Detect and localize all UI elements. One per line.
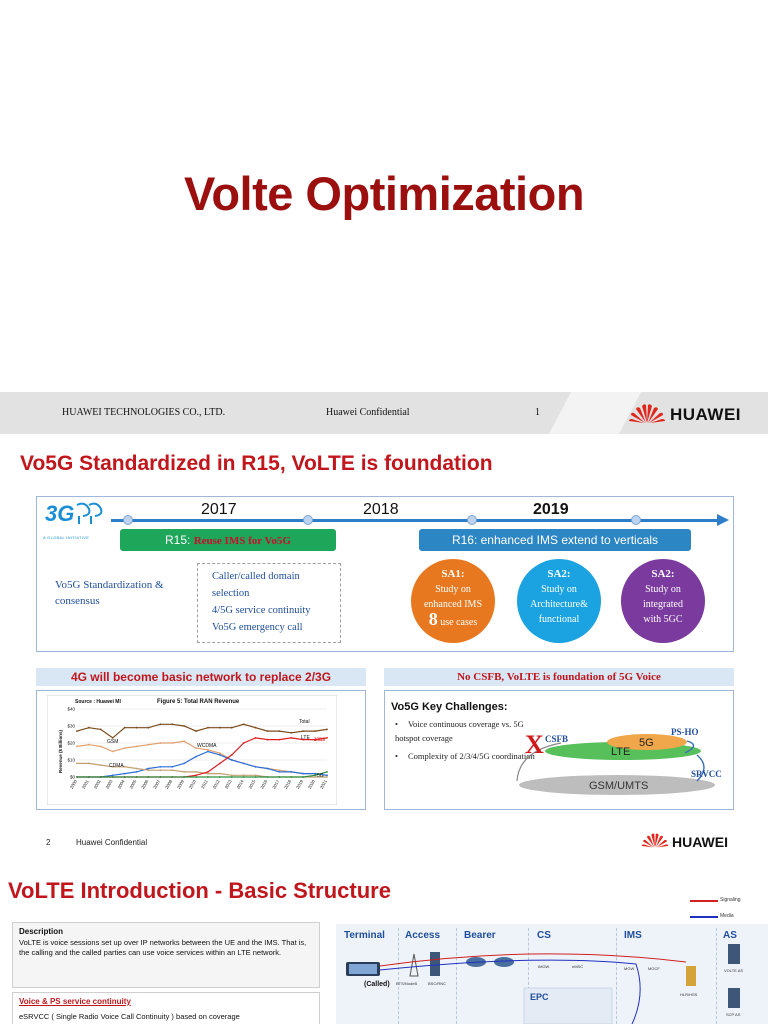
data-point-wcdma: [148, 768, 150, 770]
vo5g-challenges-panel: [384, 690, 734, 810]
data-point-total: [267, 730, 269, 732]
data-point-wcdma: [183, 763, 185, 765]
description-title: Description: [19, 927, 64, 936]
data-point-lte: [219, 763, 221, 765]
chart-xtick-label: 2021: [318, 779, 328, 790]
legend-media: Media: [720, 913, 734, 919]
r15-description: Reuse IMS for Vo5G: [193, 535, 291, 547]
data-point-wcdma: [207, 751, 209, 753]
data-point-cdma: [136, 768, 138, 770]
chart-source-text: Source : Huawei MI: [75, 699, 121, 705]
caller-feature: Vo5G emergency call: [212, 622, 303, 633]
footer-company: HUAWEI TECHNOLOGIES CO., LTD.: [62, 407, 226, 418]
data-point-total: [159, 723, 161, 725]
column-as: AS: [723, 930, 737, 941]
sa-line: functional: [538, 614, 580, 625]
data-point-gsm: [207, 749, 209, 751]
chart-ylabel: Revenue ($ Billions): [58, 729, 63, 773]
column-cs: CS: [537, 930, 551, 941]
timeline-dot: [123, 515, 133, 525]
footer-brand: HUAWEI: [672, 834, 728, 850]
legend-signaling: Signaling: [720, 897, 741, 903]
3gpp-logo-subtitle: A GLOBAL INITIATIVE: [43, 535, 90, 540]
sa1-circle: [411, 559, 495, 643]
node-imgw: IMGW: [538, 964, 550, 969]
data-point-5g: [159, 776, 161, 778]
data-point-gsm: [148, 744, 150, 746]
chart-xtick-label: 2006: [140, 779, 150, 790]
chart-ytick-label: $10: [67, 757, 75, 763]
data-point-cdma: [231, 774, 233, 776]
left-panel-header: 4G will become basic network to replace 2/3G: [36, 668, 366, 686]
data-point-5g: [255, 776, 257, 778]
data-point-5g: [219, 776, 221, 778]
data-point-lte: [267, 739, 269, 741]
sa-title: SA2:: [651, 568, 675, 580]
chart-xtick-label: 2002: [92, 779, 102, 790]
label-cdma: CDMA: [109, 763, 124, 769]
data-point-5g: [183, 776, 185, 778]
data-point-total: [207, 727, 209, 729]
label-gsm: GSM: [107, 739, 119, 745]
data-point-5g: [76, 776, 78, 778]
data-point-wcdma: [326, 774, 328, 776]
data-point-total: [326, 729, 328, 731]
bullet: •: [395, 719, 398, 729]
label-5g: 5G: [317, 773, 324, 779]
description-box: [12, 922, 320, 988]
data-point-gsm: [100, 746, 102, 748]
data-point-5g: [314, 774, 316, 776]
data-point-total: [171, 723, 173, 725]
architecture-network-svg: [336, 924, 768, 1024]
data-point-5g: [195, 776, 197, 778]
data-point-5g: [278, 776, 280, 778]
data-point-total: [255, 727, 257, 729]
data-point-wcdma: [136, 771, 138, 773]
huawei-logo-icon: [641, 831, 669, 849]
data-point-5g: [171, 776, 173, 778]
chart-xtick-label: 2000: [68, 779, 78, 790]
chart-ytick-label: $0: [69, 774, 75, 780]
data-point-5g: [267, 776, 269, 778]
network-layers-diagram: [385, 691, 735, 811]
chart-xtick-label: 2011: [199, 779, 209, 790]
data-point-cdma: [326, 776, 328, 778]
data-point-wcdma: [267, 768, 269, 770]
voice-continuity-text: eSRVCC ( Single Radio Voice Call Continuity ) based on coverage: [19, 1012, 240, 1021]
data-point-total: [219, 727, 221, 729]
timeline-dot: [467, 515, 477, 525]
chart-xtick-label: 2010: [187, 779, 197, 790]
scp-as-icon: [728, 988, 740, 1008]
voice-continuity-box: [12, 992, 320, 1024]
sa-line: Study on: [645, 584, 681, 595]
footer-page-number: 2: [46, 838, 51, 847]
data-point-cdma: [243, 774, 245, 776]
sa-line: Study on: [435, 584, 471, 595]
column-ims: IMS: [624, 930, 642, 941]
srvcc-label: SRVCC: [691, 769, 722, 779]
label-wcdma: WCDMA: [197, 743, 217, 749]
node-hlr-hss: HLR/HSS: [680, 992, 698, 997]
year-2019: 2019: [533, 501, 569, 518]
huawei-logo-icon: [628, 402, 666, 424]
data-point-total: [302, 730, 304, 732]
data-point-total: [183, 725, 185, 727]
data-point-lte: [290, 737, 292, 739]
data-point-5g: [326, 771, 328, 773]
column-terminal: Terminal: [344, 930, 385, 941]
data-point-gsm: [219, 752, 221, 754]
data-point-cdma: [255, 774, 257, 776]
node-scp-as: SCP AS: [726, 1012, 741, 1017]
data-point-gsm: [112, 751, 114, 753]
standardization-text: Vo5G Standardization & consensus: [55, 579, 164, 607]
chart-xtick-label: 2015: [247, 779, 257, 790]
chart-xtick-label: 2007: [152, 779, 162, 790]
sa2-circle: [517, 559, 601, 643]
label-total: Total: [299, 719, 310, 725]
data-point-cdma: [219, 773, 221, 775]
sa-title: SA1:: [441, 568, 465, 580]
data-point-wcdma: [231, 759, 233, 761]
chart-xtick-label: 2016: [259, 779, 269, 790]
data-point-5g: [207, 776, 209, 778]
data-point-5g: [231, 776, 233, 778]
chart-xtick-label: 2004: [116, 779, 126, 790]
data-point-5g: [88, 776, 90, 778]
volte-as-icon: [728, 944, 740, 964]
data-point-cdma: [195, 771, 197, 773]
data-point-total: [124, 727, 126, 729]
caller-feature: 4/5G service continuity: [212, 605, 311, 616]
data-point-5g: [100, 776, 102, 778]
diagram-lte-label: LTE: [611, 746, 631, 758]
data-point-wcdma: [314, 773, 316, 775]
slide-2: [0, 434, 768, 858]
node-bts: BTS/NodeB: [396, 981, 418, 986]
data-point-cdma: [314, 776, 316, 778]
data-point-lte: [326, 737, 328, 739]
data-point-wcdma: [243, 763, 245, 765]
chart-xtick-label: 2005: [128, 779, 138, 790]
csfb-cross-icon: X: [525, 730, 544, 759]
sa-tail: use cases: [437, 617, 478, 628]
data-point-cdma: [124, 766, 126, 768]
data-point-total: [195, 730, 197, 732]
chart-xtick-label: 2008: [164, 779, 174, 790]
chart-xtick-label: 2017: [271, 779, 281, 790]
data-point-gsm: [76, 746, 78, 748]
caller-features-box: [197, 563, 341, 643]
chart-ytick-label: $20: [67, 740, 75, 746]
chart-ytick-label: $30: [67, 723, 75, 729]
data-point-total: [76, 730, 78, 732]
data-point-cdma: [207, 773, 209, 775]
r16-banner: R16: enhanced IMS extend to verticals: [419, 529, 691, 551]
data-point-lte: [278, 739, 280, 741]
data-point-wcdma: [171, 766, 173, 768]
data-point-lte: [255, 737, 257, 739]
node-mgw: MGW: [624, 966, 635, 971]
data-point-lte: [243, 742, 245, 744]
slide-title: VoLTE Introduction - Basic Structure: [8, 878, 391, 903]
data-point-wcdma: [159, 766, 161, 768]
challenge-text: Complexity of 2/3/4/5G coordination: [407, 751, 535, 761]
data-point-lte: [195, 774, 197, 776]
chart-ytick-label: $40: [67, 706, 75, 712]
data-point-cdma: [76, 763, 78, 765]
data-point-total: [314, 730, 316, 732]
data-point-total: [278, 730, 280, 732]
chart-xtick-label: 2001: [80, 779, 90, 790]
slide-3: [0, 858, 768, 1024]
chart-xtick-label: 2019: [295, 779, 305, 790]
chart-xtick-label: 2020: [306, 779, 316, 790]
sa-line: integrated: [643, 599, 683, 610]
chart-xtick-label: 2014: [235, 779, 245, 790]
voice-continuity-title: Voice & PS service continuity: [19, 997, 131, 1006]
chart-title: Figure 5: Total RAN Revenue: [157, 699, 240, 705]
called-label: (Called): [364, 981, 390, 988]
description-text: VoLTE is voice sessions set up over IP networks between the UE and the IMS. That is, the calling and the called parties can use voice services within an LTE network.: [19, 938, 307, 957]
data-point-total: [148, 727, 150, 729]
data-point-cdma: [171, 769, 173, 771]
data-point-5g: [112, 776, 114, 778]
diagram-gsm-label: GSM/UMTS: [589, 780, 649, 792]
data-point-total: [88, 727, 90, 729]
data-point-total: [136, 727, 138, 729]
footer-confidential: Huawei Confidential: [76, 838, 148, 847]
sa-line: with 5GC: [643, 614, 683, 625]
diagram-5g-label: 5G: [639, 737, 654, 749]
slide-1: [0, 0, 768, 434]
timeline-dot: [631, 515, 641, 525]
ps-ho-label: PS-HO: [671, 727, 699, 737]
sa2-integrated-circle: [621, 559, 705, 643]
data-point-total: [100, 729, 102, 731]
data-point-cdma: [88, 763, 90, 765]
hlr-hss-icon: [686, 966, 696, 986]
data-point-5g: [124, 776, 126, 778]
timeline-panel: [36, 496, 734, 652]
year-2018: 2018: [363, 501, 399, 518]
data-point-gsm: [171, 742, 173, 744]
revenue-chart-panel: [36, 690, 366, 810]
data-point-wcdma: [219, 754, 221, 756]
bullet: •: [395, 751, 398, 761]
data-point-gsm: [183, 740, 185, 742]
svg-text:3G: 3G: [45, 501, 75, 526]
data-point-wcdma: [278, 771, 280, 773]
data-point-lte: [207, 771, 209, 773]
year-2017: 2017: [201, 501, 237, 518]
r15-label: R15:: [165, 533, 194, 547]
timeline-dot: [303, 515, 313, 525]
chart-xtick-label: 2003: [104, 779, 114, 790]
column-access: Access: [405, 930, 441, 941]
data-point-wcdma: [112, 774, 114, 776]
data-point-cdma: [100, 764, 102, 766]
data-point-cdma: [183, 771, 185, 773]
data-point-cdma: [159, 769, 161, 771]
data-point-total: [243, 723, 245, 725]
node-volte-as: VOLTE AS: [724, 968, 744, 973]
data-point-wcdma: [302, 773, 304, 775]
data-point-gsm: [136, 746, 138, 748]
sa-count: 8: [428, 609, 438, 629]
chart-xtick-label: 2012: [211, 779, 221, 790]
footer-confidential: Huawei Confidential: [326, 407, 410, 418]
epc-label: EPC: [530, 992, 549, 1002]
r15-banner: [120, 529, 336, 551]
revenue-chart: [47, 695, 337, 805]
timeline-arrow-icon: [717, 514, 729, 526]
data-point-gsm: [88, 744, 90, 746]
data-point-wcdma: [255, 766, 257, 768]
challenge-text: Voice continuous coverage vs. 5G hotspot coverage: [395, 719, 524, 743]
data-point-lte: [231, 754, 233, 756]
sa-line: Architecture&: [530, 599, 588, 610]
caller-feature: Caller/called domain selection: [212, 571, 300, 599]
slide-title: Vo5G Standardized in R15, VoLTE is foundation: [20, 452, 493, 475]
column-bearer: Bearer: [464, 930, 496, 941]
data-point-5g: [136, 776, 138, 778]
footer-page-number: 1: [535, 407, 540, 418]
right-panel-header: No CSFB, VoLTE is foundation of 5G Voice: [384, 668, 734, 686]
sa-line: Study on: [541, 584, 577, 595]
data-point-gsm: [124, 747, 126, 749]
revenue-chart-svg: [47, 695, 337, 805]
data-point-gsm: [278, 769, 280, 771]
bearer-router-icon: [494, 957, 514, 967]
node-emsc: eMSC: [572, 964, 584, 969]
sa-line: enhanced IMS: [423, 599, 483, 610]
node-bsc: BSC/RNC: [428, 981, 447, 986]
data-point-wcdma: [290, 771, 292, 773]
slide-title: Volte Optimization: [183, 167, 585, 220]
chart-xtick-label: 2018: [283, 779, 293, 790]
node-mgcf: MGCF: [648, 966, 660, 971]
data-point-cdma: [148, 769, 150, 771]
label-lte-value: 23B$: [314, 738, 325, 743]
chart-xtick-label: 2009: [176, 779, 186, 790]
data-point-wcdma: [124, 773, 126, 775]
csfb-label: CSFB: [545, 734, 569, 744]
data-point-wcdma: [195, 756, 197, 758]
chart-xtick-label: 2013: [223, 779, 233, 790]
tower-icon: [410, 954, 418, 976]
data-point-5g: [290, 776, 292, 778]
data-point-total: [290, 732, 292, 734]
bsc-server-icon: [430, 952, 440, 976]
data-point-5g: [148, 776, 150, 778]
data-point-total: [231, 727, 233, 729]
data-point-5g: [302, 776, 304, 778]
data-point-gsm: [159, 742, 161, 744]
sa-title: SA2:: [547, 568, 571, 580]
vo5g-challenges-title: Vo5G Key Challenges:: [391, 701, 508, 713]
3gpp-logo-icon: [43, 499, 107, 529]
footer-brand: HUAWEI: [670, 405, 741, 424]
label-lte: LTE: [301, 735, 310, 741]
data-point-5g: [243, 776, 245, 778]
3gpp-logo: [43, 499, 107, 539]
